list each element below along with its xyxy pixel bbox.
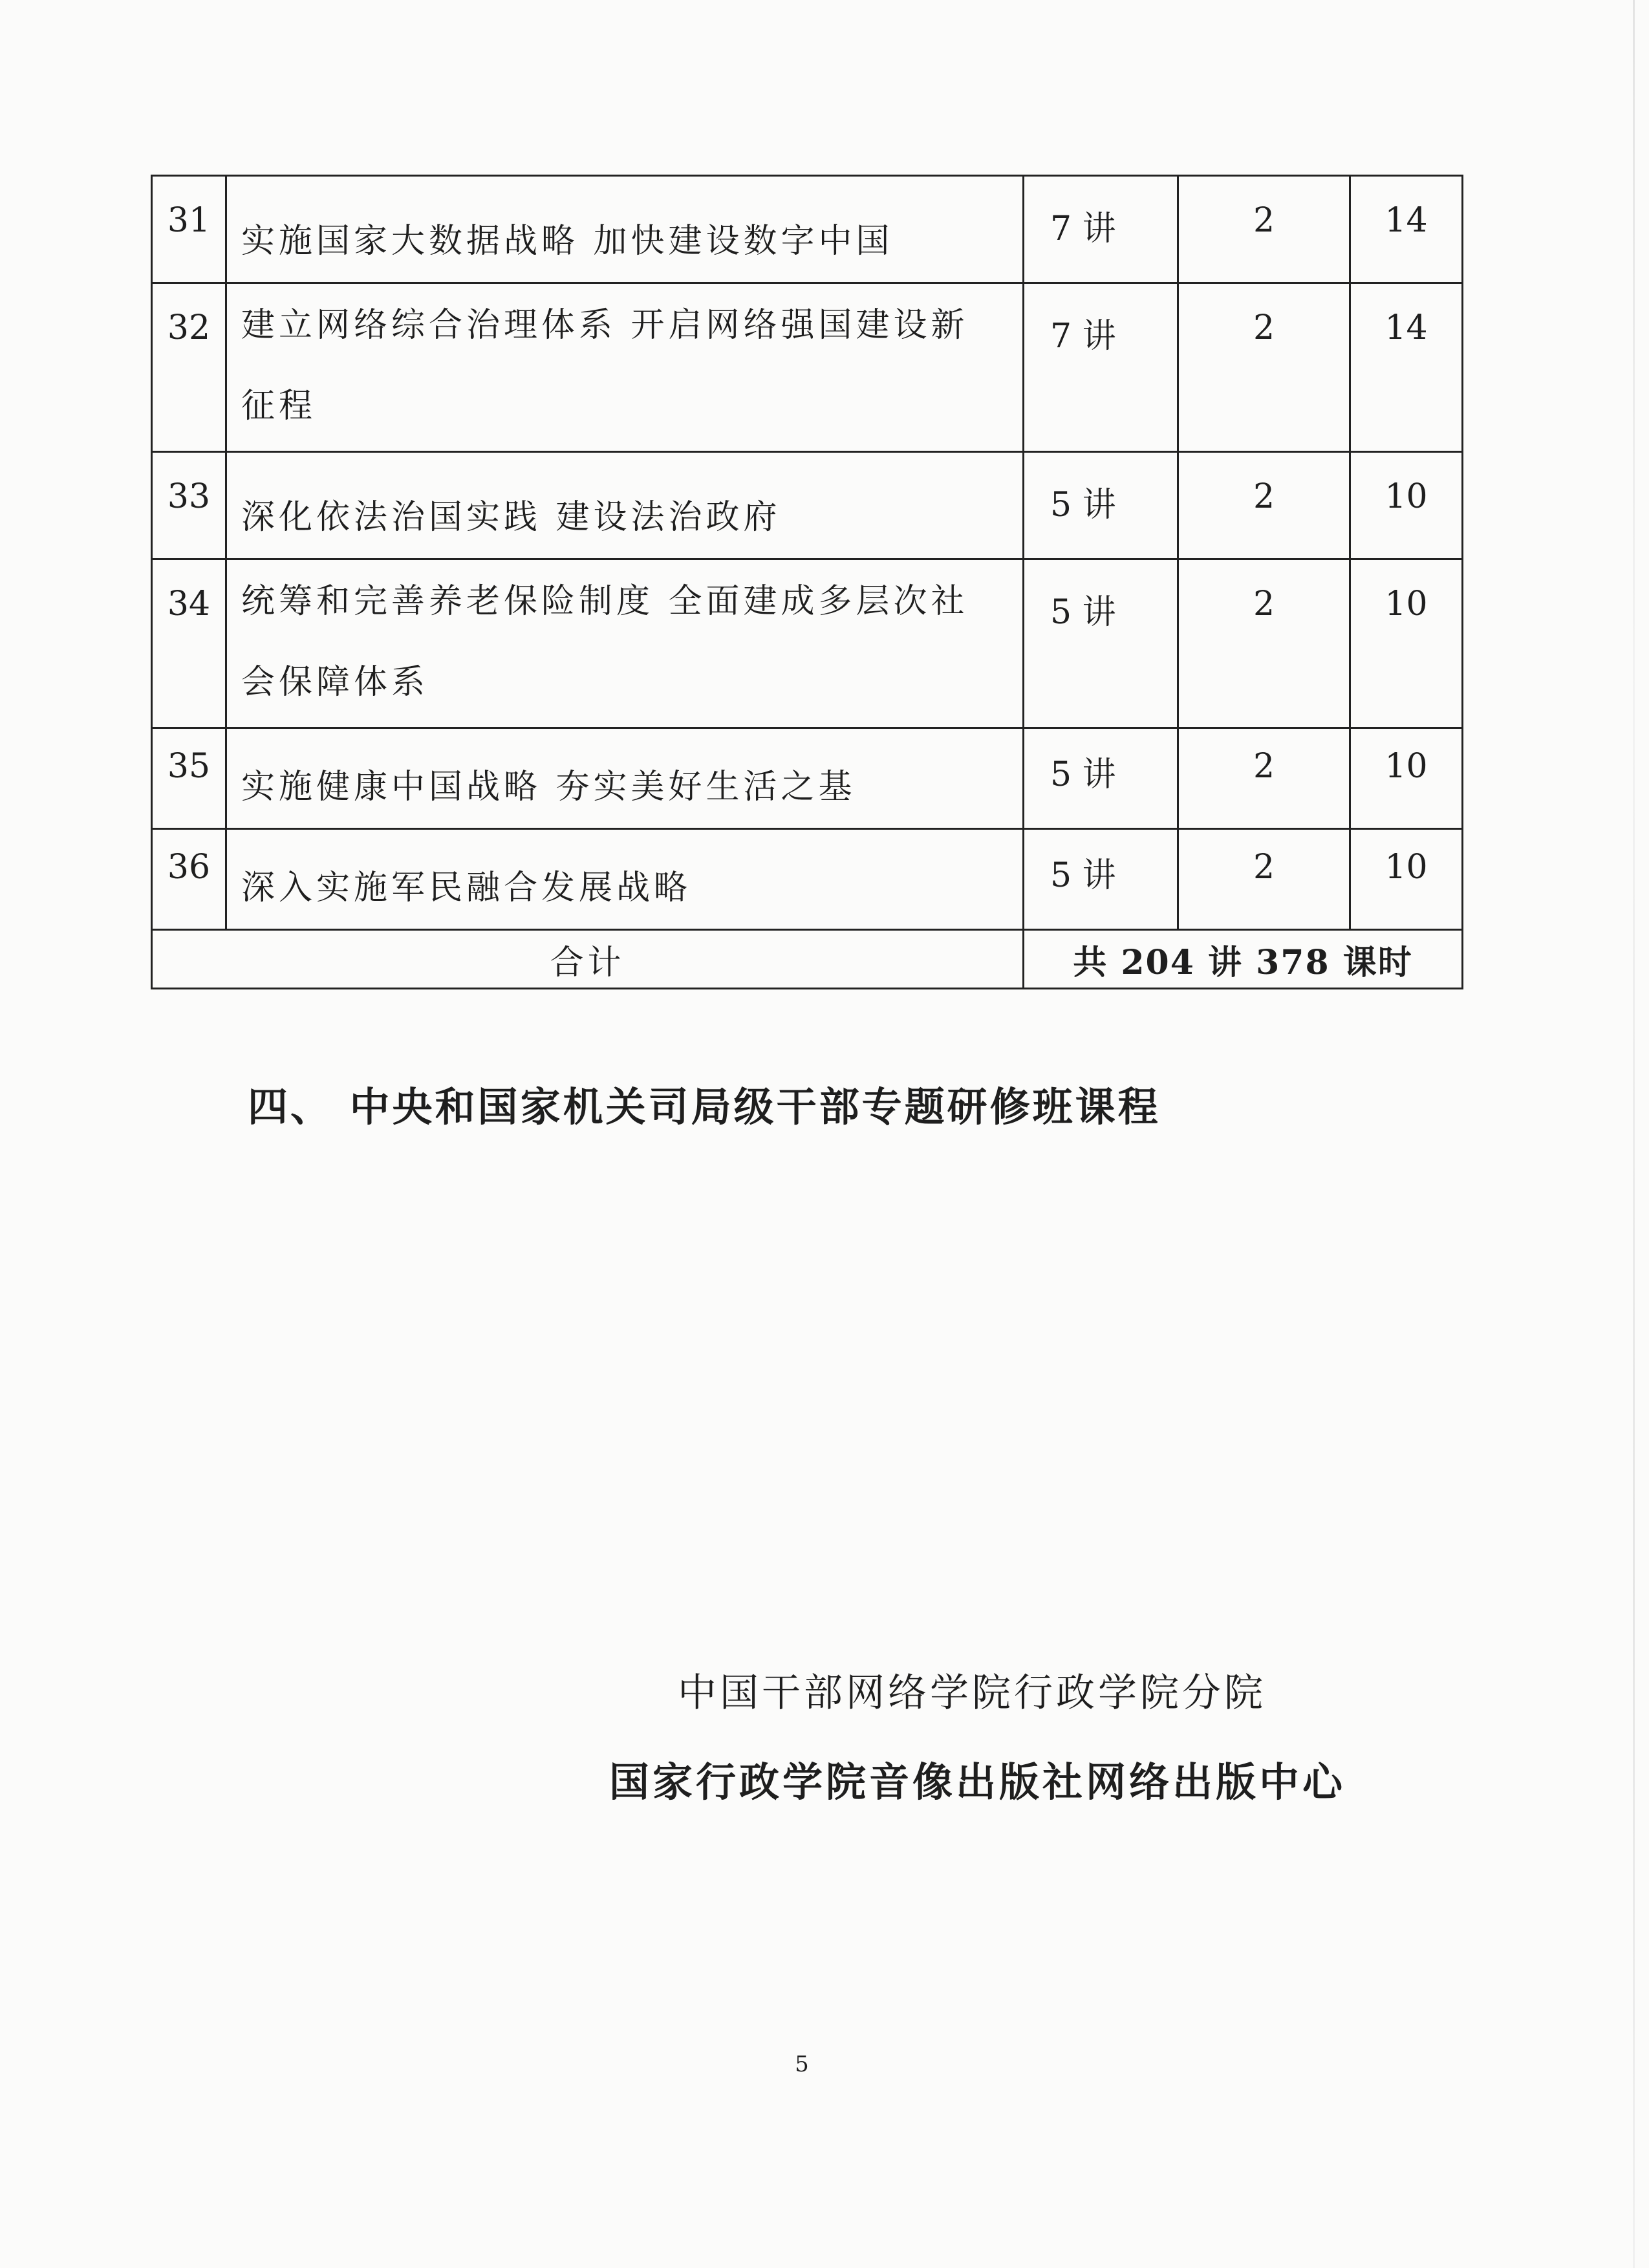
total-label: 合计 — [152, 930, 1024, 989]
page-number: 5 — [795, 2051, 809, 2077]
course-table — [151, 175, 1463, 989]
row-number: 31 — [152, 176, 226, 283]
course-title — [226, 559, 1024, 728]
course-title — [226, 829, 1024, 930]
table-row — [152, 559, 1463, 728]
course-title — [226, 728, 1024, 829]
course-title — [226, 452, 1024, 559]
lecture-count: 7 讲 — [1024, 176, 1178, 283]
table-row — [152, 176, 1463, 283]
session-count: 2 — [1178, 829, 1350, 930]
class-hours: 10 — [1350, 559, 1463, 728]
row-number: 33 — [152, 452, 226, 559]
lecture-count: 5 讲 — [1024, 728, 1178, 829]
table-total-row — [152, 930, 1463, 989]
total-value: 共 204 讲 378 课时 — [1024, 930, 1463, 989]
class-hours: 14 — [1350, 176, 1463, 283]
table-row — [152, 283, 1463, 452]
course-title-line: 建立网络综合治理体系 开启网络强国建设新 — [241, 306, 969, 345]
course-title-line: 实施健康中国战略 夯实美好生活之基 — [241, 768, 856, 806]
table-row — [152, 829, 1463, 930]
session-count: 2 — [1178, 728, 1350, 829]
course-title-line: 统筹和完善养老保险制度 全面建成多层次社 — [241, 582, 969, 621]
lecture-count: 7 讲 — [1024, 283, 1178, 452]
course-title — [226, 283, 1024, 452]
row-number: 35 — [152, 728, 226, 829]
signature-org-line-2: 国家行政学院音像出版社网络出版中心 — [609, 1758, 1346, 1806]
lecture-count: 5 讲 — [1024, 559, 1178, 728]
session-count: 2 — [1178, 452, 1350, 559]
table-row — [152, 728, 1463, 829]
row-number: 32 — [152, 283, 226, 452]
section-heading: 四、 中央和国家机关司局级干部专题研修班课程 — [248, 1083, 1161, 1130]
row-number: 36 — [152, 829, 226, 930]
course-title-line: 深入实施军民融合发展战略 — [241, 869, 692, 907]
lecture-count: 5 讲 — [1024, 829, 1178, 930]
class-hours: 10 — [1350, 452, 1463, 559]
class-hours: 10 — [1350, 829, 1463, 930]
course-title-line: 实施国家大数据战略 加快建设数字中国 — [241, 222, 894, 261]
scan-edge-shadow — [1633, 0, 1635, 2268]
session-count: 2 — [1178, 559, 1350, 728]
table-row — [152, 452, 1463, 559]
lecture-count: 5 讲 — [1024, 452, 1178, 559]
course-title-line: 征程 — [241, 387, 317, 426]
signature-org-line-1: 中国干部网络学院行政学院分院 — [678, 1670, 1266, 1716]
row-number: 34 — [152, 559, 226, 728]
class-hours: 14 — [1350, 283, 1463, 452]
session-count: 2 — [1178, 176, 1350, 283]
course-title — [226, 176, 1024, 283]
session-count: 2 — [1178, 283, 1350, 452]
course-title-line: 深化依法治国实践 建设法治政府 — [241, 498, 781, 537]
course-title-line: 会保障体系 — [241, 663, 429, 702]
class-hours: 10 — [1350, 728, 1463, 829]
